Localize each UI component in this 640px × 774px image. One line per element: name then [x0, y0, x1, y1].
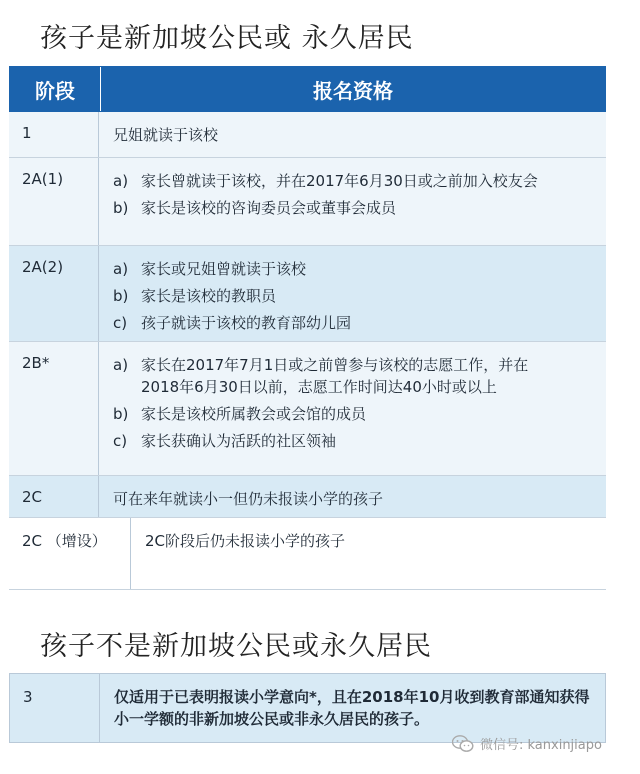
eligibility-cell	[99, 158, 606, 245]
list-item	[113, 170, 596, 192]
item-letter: b)	[113, 287, 129, 305]
list-item	[113, 258, 596, 280]
table-row	[9, 476, 606, 518]
table-row	[9, 112, 606, 158]
item-text: 家长是该校的教职员	[141, 287, 277, 305]
eligibility-cell: 2C阶段后仍未报读小学的孩子	[145, 532, 346, 550]
item-text: 孩子就读于该校的教育部幼儿园	[141, 314, 352, 332]
eligibility-cell	[99, 246, 606, 341]
list-item	[113, 354, 596, 398]
table-row	[9, 673, 606, 743]
stage-cell: 2B*	[9, 342, 99, 475]
item-text: 家长或兄姐曾就读于该校	[141, 260, 307, 278]
item-letter: c)	[113, 432, 128, 450]
item-text: 家长获确认为活跃的社区领袖	[141, 432, 337, 450]
item-letter: c)	[113, 314, 128, 332]
list-item	[113, 312, 596, 334]
heading-noncitizen: 孩子不是新加坡公民或永久居民	[40, 631, 432, 662]
table-row	[9, 246, 606, 342]
stage-cell: 2C	[9, 476, 99, 517]
watermark-text: 微信号: kanxinjiapo	[480, 738, 602, 753]
table-row	[9, 158, 606, 246]
watermark	[452, 734, 602, 753]
stage-cell: 2A(2)	[9, 246, 99, 341]
header-stage: 阶段	[10, 67, 101, 111]
item-text: 家长是该校的咨询委员会或董事会成员	[141, 199, 397, 217]
list-item	[113, 197, 596, 219]
eligibility-cell: 兄姐就读于该校	[113, 126, 219, 144]
item-text: 家长曾就读于该校，并在2017年6月30日或之前加入校友会	[141, 172, 538, 190]
table-row	[9, 518, 606, 590]
stage-cell: 1	[9, 112, 99, 157]
table-row	[9, 342, 606, 476]
table-header	[9, 66, 606, 112]
eligibility-cell	[99, 342, 606, 475]
eligibility-cell: 仅适用于已表明报读小学意向*，且在2018年10月收到教育部通知获得小一学额的非新加坡公民或非永久居民的孩子。	[114, 688, 590, 728]
item-text: 家长是该校所属教会或会馆的成员	[141, 405, 367, 423]
list-item	[113, 430, 596, 452]
item-letter: b)	[113, 199, 129, 217]
item-letter: b)	[113, 405, 129, 423]
eligibility-table	[9, 66, 606, 590]
wechat-icon	[452, 735, 474, 753]
stage-cell: 3	[10, 674, 100, 742]
item-letter: a)	[113, 172, 129, 190]
stage-cell: 2A(1)	[9, 158, 99, 245]
list-item	[113, 403, 596, 425]
list-item	[113, 285, 596, 307]
eligibility-cell: 可在来年就读小一但仍未报读小学的孩子	[113, 490, 384, 508]
stage-cell: 2C （增设）	[9, 518, 131, 589]
header-eligibility: 报名资格	[313, 78, 393, 103]
heading-citizen: 孩子是新加坡公民或 永久居民	[40, 23, 414, 54]
item-letter: a)	[113, 260, 129, 278]
item-text: 家长在2017年7月1日或之前曾参与该校的志愿工作，并在2018年6月30日以前，志愿工作时间达40小时或以上	[141, 356, 529, 396]
eligibility-table-noncitizen	[9, 673, 606, 743]
item-letter: a)	[113, 356, 129, 374]
